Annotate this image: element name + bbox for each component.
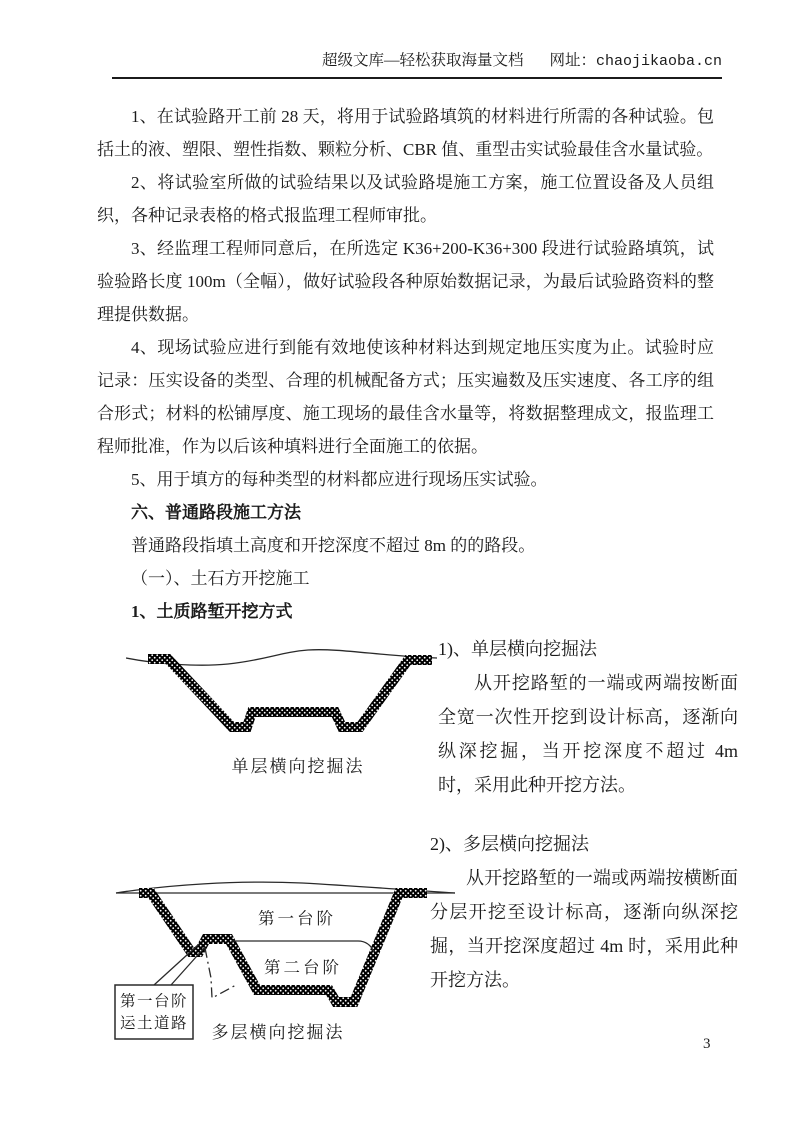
page-header: [112, 50, 722, 79]
diagram1-caption: 单层横向挖掘法: [231, 757, 365, 776]
diagram2-caption: 多层横向挖掘法: [211, 1023, 345, 1042]
heading-soil-cut-method: 1、土质路堑开挖方式: [131, 602, 293, 621]
header-url-label: 网址：: [549, 52, 596, 69]
document-body: [97, 100, 714, 628]
haul-road-dashdot-line: [205, 948, 236, 998]
paragraph-ordinary-section: 普通路段指填土高度和开挖深度不超过 8m 的的路段。: [131, 536, 536, 555]
method-2-body: 从开挖路堑的一端或两端按横断面分层开挖至设计标高，逐渐向纵深挖掘，当开挖深度超过 4m 时，采用此种开挖方法。: [430, 868, 738, 990]
callout-text-line1: 第一台阶: [119, 993, 189, 1010]
page-number: 3: [703, 1036, 711, 1052]
bench2-label: 第二台阶: [264, 958, 342, 977]
paragraph-3: 3、经监理工程师同意后，在所选定 K36+200-K36+300 段进行试验路填筑，试验验路长度 100m（全幅），做好试验段各种原始数据记录，为最后试验路资料的整理提供数据。: [97, 239, 714, 324]
paragraph-4: 4、现场试验应进行到能有效地使该种材料达到规定地压实度为止。试验时应记录：压实设备的类型、合理的机械配备方式；压实遍数及压实速度、各工序的组合形式；材料的松铺厚度、施工现场的最佳含水量等，将数据整理成文，报监理工程师批准，作为以后该种填料进行全面施工的依据。: [97, 338, 714, 456]
diagram-multi-layer-excavation: [112, 872, 460, 1054]
paragraph-1: 1、在试验路开工前 28 天，将用于试验路填筑的材料进行所需的各种试验。包括土的液、塑限、塑性指数、颗粒分析、CBR 值、重型击实试验最佳含水量试验。: [97, 107, 714, 159]
paragraph-5: 5、用于填方的每种类型的材料都应进行现场压实试验。: [131, 470, 548, 489]
method-1-description: [438, 632, 738, 802]
diagram-single-layer-excavation: [126, 644, 438, 784]
method-2-title: 2)、多层横向挖掘法: [430, 834, 589, 854]
heading-section-six: 六、普通路段施工方法: [131, 503, 301, 522]
heading-subsection-earthwork: （一）、土石方开挖施工: [131, 569, 310, 588]
method-2-description: [430, 827, 738, 997]
cut-cross-section-band: [148, 659, 432, 727]
bench-divider-line: [232, 941, 374, 952]
method-1-title: 1)、单层横向挖掘法: [438, 639, 597, 659]
header-site-name: 超级文库—轻松获取海量文档: [321, 52, 524, 69]
bench1-label: 第一台阶: [258, 909, 336, 928]
header-url: chaojikaoba.cn: [595, 53, 722, 70]
method-1-body: 从开挖路堑的一端或两端按断面全宽一次性开挖到设计标高，逐渐向纵深挖掘，当开挖深度不超过 4m 时，采用此种开挖方法。: [438, 673, 738, 795]
paragraph-2: 2、将试验室所做的试验结果以及试验路堤施工方案，施工位置设备及人员组织，各种记录表格的格式报监理工程师审批。: [97, 173, 714, 225]
callout-text-line2: 运土道路: [119, 1015, 189, 1032]
